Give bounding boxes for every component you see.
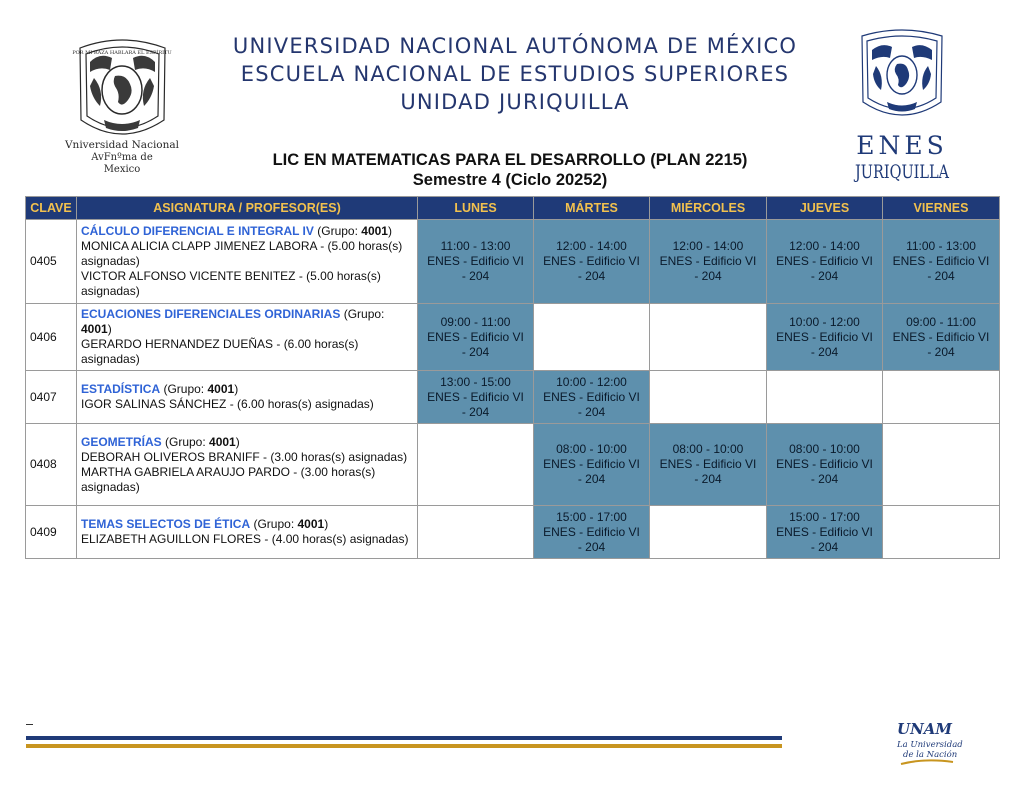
col-header-viernes: VIERNES xyxy=(883,197,1000,220)
subject-cell xyxy=(77,371,418,424)
slot-room: ENES - Edificio VI xyxy=(543,389,640,404)
slot-room-number: - 204 xyxy=(810,472,839,486)
slot-time: 09:00 - 11:00 xyxy=(440,314,511,329)
grupo-close: ) xyxy=(387,224,392,238)
slot-time: 15:00 - 17:00 xyxy=(789,509,860,524)
subject-cell xyxy=(77,220,418,304)
slot-room: ENES - Edificio VI xyxy=(659,457,757,471)
slot-time: 13:00 - 15:00 xyxy=(440,374,511,389)
table-row xyxy=(26,220,1000,304)
footer-gold-rule xyxy=(26,744,782,748)
slot-martes xyxy=(534,371,650,424)
grupo-label: (Grupo: xyxy=(161,434,210,449)
table-row xyxy=(26,371,1000,424)
slot-room-number: - 204 xyxy=(810,539,839,554)
slot-miercoles xyxy=(650,424,767,506)
slot-jueves-empty xyxy=(767,371,883,424)
col-header-martes: MÁRTES xyxy=(534,197,650,220)
slot-viernes xyxy=(883,304,1000,371)
unam-signature-logo xyxy=(895,718,963,770)
slot-room-number: - 204 xyxy=(927,344,955,359)
unam-signature-tagline-1: La Universidad xyxy=(897,740,963,750)
footer-blue-rule xyxy=(26,736,782,740)
slot-miercoles-empty xyxy=(650,506,767,559)
grupo-number: 4001 xyxy=(207,382,235,396)
slot-lunes xyxy=(418,220,534,304)
slot-room-number: - 204 xyxy=(461,344,490,359)
slot-time: 08:00 - 10:00 xyxy=(556,442,627,456)
slot-lunes-empty xyxy=(418,424,534,506)
col-header-miercoles: MIÉRCOLES xyxy=(650,197,767,220)
unam-crest-logo xyxy=(60,28,185,178)
grupo-label: (Grupo: xyxy=(250,517,298,531)
slot-viernes xyxy=(883,220,1000,304)
school-name: ESCUELA NACIONAL DE ESTUDIOS SUPERIORES xyxy=(240,62,790,86)
col-header-jueves: JUEVES xyxy=(767,197,883,220)
slot-room: ENES - Edificio VI xyxy=(427,329,524,344)
subject-cell xyxy=(77,304,418,371)
professor: MARTHA GABRIELA ARAUJO PARDO - (3.00 horas(s) asignadas) xyxy=(81,464,376,494)
professor: GERARDO HERNANDEZ DUEÑAS - (6.00 horas(s) asignadas) xyxy=(81,337,359,366)
clave-cell: 0408 xyxy=(26,424,77,506)
slot-time: 09:00 - 11:00 xyxy=(906,314,976,329)
slot-room-number: - 204 xyxy=(577,472,606,486)
slot-jueves xyxy=(767,304,883,371)
slot-viernes-empty xyxy=(883,371,1000,424)
slot-lunes-empty xyxy=(418,506,534,559)
grupo-number: 4001 xyxy=(361,224,388,238)
slot-room: ENES - Edificio VI xyxy=(659,254,757,268)
slot-room-number: - 204 xyxy=(810,269,839,283)
crest-caption-line-1: Vniversidad Nacional xyxy=(64,139,180,151)
slot-room-number: - 204 xyxy=(461,269,490,283)
slot-room: ENES - Edificio VI xyxy=(543,524,640,539)
slot-lunes xyxy=(418,371,534,424)
enes-juriquilla-logo xyxy=(852,30,952,185)
slot-time: 15:00 - 17:00 xyxy=(556,509,627,524)
schedule-table xyxy=(25,196,1000,559)
slot-room: ENES - Edificio VI xyxy=(776,254,873,268)
slot-room: ENES - Edificio VI xyxy=(776,524,873,539)
footer-mark xyxy=(26,724,33,725)
clave-cell: 0409 xyxy=(26,506,77,559)
grupo-number: 4001 xyxy=(297,517,325,531)
unit-name: UNIDAD JURIQUILLA xyxy=(400,90,630,114)
slot-miercoles xyxy=(650,220,767,304)
crest-caption-line-3: Mexico xyxy=(103,164,141,175)
unam-signature-text: UNAM xyxy=(897,720,953,738)
professor: MONICA ALICIA CLAPP JIMENEZ LABORA - (5.00 horas(s) asignadas) xyxy=(81,239,403,268)
slot-jueves xyxy=(767,506,883,559)
clave-cell: 0406 xyxy=(26,304,77,371)
slot-room-number: - 204 xyxy=(694,269,722,283)
table-row xyxy=(26,424,1000,506)
clave-cell: 0407 xyxy=(26,371,77,424)
university-name: UNIVERSIDAD NACIONAL AUTÓNOMA DE MÉXICO xyxy=(232,34,798,58)
grupo-close: ) xyxy=(107,322,112,336)
slot-jueves xyxy=(767,220,883,304)
juriquilla-wordmark: JURIQUILLA xyxy=(853,161,950,183)
grupo-close: ) xyxy=(235,434,240,449)
professor: VICTOR ALFONSO VICENTE BENITEZ - (5.00 horas(s) asignadas) xyxy=(81,269,381,298)
slot-miercoles-empty xyxy=(650,304,767,371)
table-row xyxy=(26,304,1000,371)
grupo-label: (Grupo: xyxy=(313,224,362,238)
subject-cell xyxy=(77,424,418,506)
subject-cell xyxy=(77,506,418,559)
professor: DEBORAH OLIVEROS BRANIFF - (3.00 horas(s) asignadas) xyxy=(81,449,408,464)
col-header-clave: CLAVE xyxy=(26,197,77,220)
slot-time: 12:00 - 14:00 xyxy=(789,239,860,253)
slot-room-number: - 204 xyxy=(577,269,606,283)
grupo-number: 4001 xyxy=(81,322,108,336)
course-name: CÁLCULO DIFERENCIAL E INTEGRAL IV xyxy=(81,224,314,238)
table-header-row xyxy=(26,197,1000,220)
program-title: LIC EN MATEMATICAS PARA EL DESARROLLO (PLAN 2215) xyxy=(272,151,748,169)
semester-subtitle: Semestre 4 (Ciclo 20252) xyxy=(412,171,608,189)
course-name: ESTADÍSTICA xyxy=(81,382,161,396)
slot-room-number: - 204 xyxy=(927,269,955,283)
course-name: GEOMETRÍAS xyxy=(81,434,162,449)
slot-jueves xyxy=(767,424,883,506)
grupo-close: ) xyxy=(324,517,329,531)
slot-room: ENES - Edificio VI xyxy=(543,254,640,268)
slot-room-number: - 204 xyxy=(810,344,839,359)
slot-room-number: - 204 xyxy=(577,404,606,419)
slot-miercoles-empty xyxy=(650,371,767,424)
slot-room: ENES - Edificio VI xyxy=(427,389,524,404)
grupo-close: ) xyxy=(234,382,239,396)
slot-room-number: - 204 xyxy=(461,404,490,419)
slot-time: 12:00 - 14:00 xyxy=(672,239,744,253)
col-header-asignatura: ASIGNATURA / PROFESOR(ES) xyxy=(77,197,418,220)
slot-time: 11:00 - 13:00 xyxy=(440,239,511,253)
slot-time: 10:00 - 12:00 xyxy=(789,314,860,329)
course-name: ECUACIONES DIFERENCIALES ORDINARIAS xyxy=(81,307,341,321)
table-row xyxy=(26,506,1000,559)
program-title-block xyxy=(200,150,820,190)
svg-text:POR MI RAZA HABLARÁ EL ESPÍRIT: POR MI RAZA HABLARÁ EL ESPÍRITU xyxy=(72,50,172,56)
crest-caption-line-2: AvFnºma de xyxy=(91,152,153,163)
grupo-label: (Grupo: xyxy=(160,382,208,396)
slot-martes xyxy=(534,220,650,304)
clave-cell: 0405 xyxy=(26,220,77,304)
slot-room: ENES - Edificio VI xyxy=(776,457,873,471)
slot-martes-empty xyxy=(534,304,650,371)
slot-time: 08:00 - 10:00 xyxy=(789,442,860,456)
course-name: TEMAS SELECTOS DE ÉTICA xyxy=(81,517,251,531)
slot-room: ENES - Edificio VI xyxy=(776,329,873,344)
unam-signature-tagline-2: de la Nación xyxy=(903,750,958,760)
slot-room: ENES - Edificio VI xyxy=(892,329,990,344)
slot-room-number: - 204 xyxy=(577,539,606,554)
slot-room: ENES - Edificio VI xyxy=(543,457,640,471)
slot-time: 11:00 - 13:00 xyxy=(906,239,976,253)
col-header-lunes: LUNES xyxy=(418,197,534,220)
slot-time: 08:00 - 10:00 xyxy=(672,442,744,456)
slot-viernes-empty xyxy=(883,424,1000,506)
slot-viernes-empty xyxy=(883,506,1000,559)
slot-time: 10:00 - 12:00 xyxy=(556,374,627,389)
professor: IGOR SALINAS SÁNCHEZ - (6.00 horas(s) asignadas) xyxy=(81,397,374,411)
enes-wordmark: ENES xyxy=(856,131,948,160)
slot-lunes xyxy=(418,304,534,371)
grupo-number: 4001 xyxy=(209,434,236,449)
slot-room: ENES - Edificio VI xyxy=(427,254,524,268)
grupo-label: (Grupo: xyxy=(340,307,385,321)
university-header xyxy=(230,32,800,116)
slot-martes xyxy=(534,506,650,559)
slot-martes xyxy=(534,424,650,506)
slot-time: 12:00 - 14:00 xyxy=(556,239,627,253)
slot-room-number: - 204 xyxy=(694,472,722,486)
slot-room: ENES - Edificio VI xyxy=(892,254,990,268)
professor: ELIZABETH AGUILLON FLORES - (4.00 horas(s) asignadas) xyxy=(81,532,409,546)
